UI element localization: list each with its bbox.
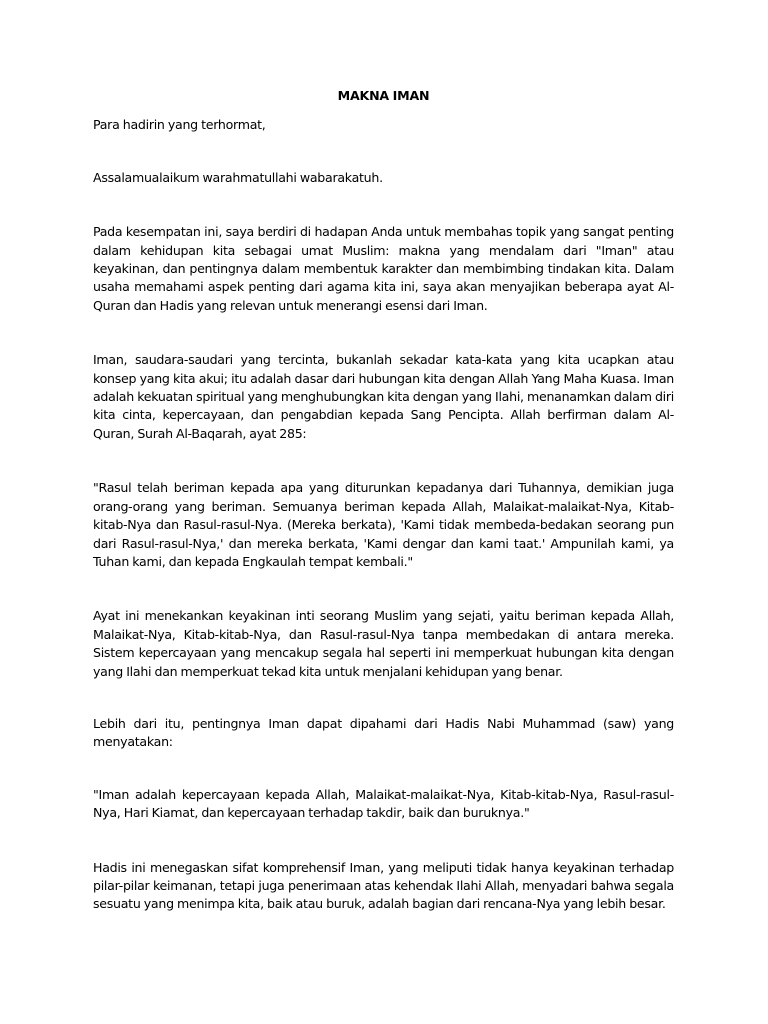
greeting-paragraph: Para hadirin yang terhormat, — [93, 117, 266, 133]
iman-definition-paragraph: Iman, saudara-saudari yang tercinta, bukanlah sekadar kata-kata yang kita ucapkan atau konsep yang kita akui; itu adalah dasar dari hubungan kita dengan Allah Yang Maha Kuasa. Iman adalah kekuatan spiritual yang menghubungkan kita dengan yang Ilahi, menanamkan dalam diri kita cinta, kepercayaan, dan pengabdian kepada Sang Pencipta. Allah berfirman dalam Al-Quran, Surah Al-Baqarah, ayat 285: — [93, 352, 674, 441]
hadith-explanation-paragraph: Hadis ini menegaskan sifat komprehensif Iman, yang meliputi tidak hanya keyakinan terhadap pilar-pilar keimanan, tetapi juga penerimaan atas kehendak Ilahi Allah, menyadari bahwa segala sesuatu yang menimpa kita, baik atau buruk, adalah bagian dari rencana-Nya yang lebih besar. — [93, 859, 674, 912]
hadith-intro-paragraph: Lebih dari itu, pentingnya Iman dapat dipahami dari Hadis Nabi Muhammad (saw) yang menyatakan: — [93, 715, 674, 750]
document-body — [93, 87, 674, 914]
salutation-paragraph: Assalamualaikum warahmatullahi wabarakatuh. — [93, 169, 383, 185]
hadith-quote-paragraph: "Iman adalah kepercayaan kepada Allah, Malaikat-malaikat-Nya, Kitab-kitab-Nya, Rasul-rasul-Nya, Hari Kiamat, dan kepercayaan terhadap takdir, baik dan buruknya." — [93, 786, 674, 821]
ayat-explanation-paragraph: Ayat ini menekankan keyakinan inti seorang Muslim yang sejati, yaitu beriman kepada Allah, Malaikat-Nya, Kitab-kitab-Nya, dan Rasul-rasul-Nya tanpa membedakan di antara mereka. Sistem kepercayaan yang mencakup segala hal seperti ini memperkuat hubungan kita dengan yang Ilahi dan memperkuat tekad kita untuk menjalani kehidupan yang benar. — [93, 608, 674, 679]
introduction-paragraph: Pada kesempatan ini, saya berdiri di hadapan Anda untuk membahas topik yang sangat penting dalam kehidupan kita sebagai umat Muslim: makna yang mendalam dari "Iman" atau keyakinan, dan pentingnya dalam membentuk karakter dan membimbing tindakan kita. Dalam usaha memahami aspek penting dari agama kita ini, saya akan menyajikan beberapa ayat Al-Quran dan Hadis yang relevan untuk menerangi esensi dari Iman. — [93, 224, 674, 313]
document-title: MAKNA IMAN — [337, 88, 430, 103]
quran-quote-paragraph: "Rasul telah beriman kepada apa yang diturunkan kepadanya dari Tuhannya, demikian juga orang-orang yang beriman. Semuanya beriman kepada Allah, Malaikat-malaikat-Nya, Kitab-kitab-Nya dan Rasul-rasul-Nya. (Mereka berkata), 'Kami tidak membeda-bedakan seorang pun dari Rasul-rasul-Nya,' dan mereka berkata, 'Kami dengar dan kami taat.' Ampunilah kami, ya Tuhan kami, dan kepada Engkaulah tempat kembali." — [93, 480, 674, 569]
